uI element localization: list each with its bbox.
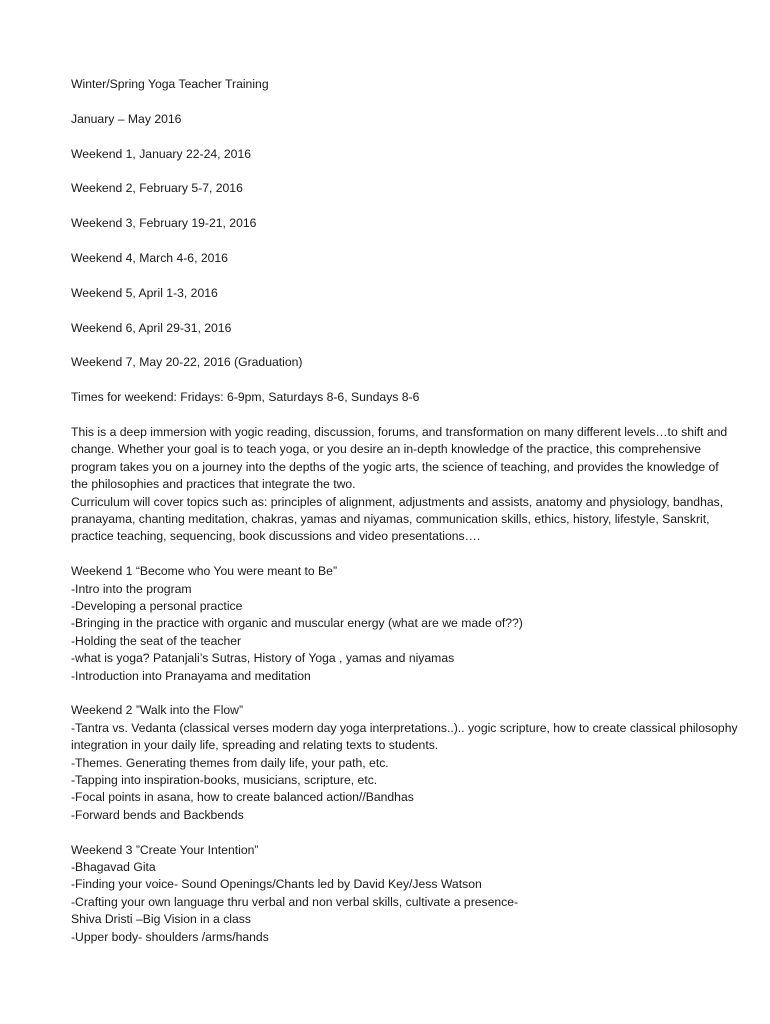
curriculum-line: practice teaching, sequencing, book discussions and video presentations….	[71, 529, 481, 544]
section-heading: Weekend 1 “Become who You were meant to Be”	[71, 564, 338, 579]
curriculum-line: Curriculum will cover topics such as: principles of alignment, adjustments and assists, anatomy and physiology, bandhas,	[71, 494, 724, 509]
intro-line: This is a deep immersion with yogic reading, discussion, forums, and transformation on many different levels…to shift and	[71, 424, 728, 439]
list-item: -Forward bends and Backbends	[71, 807, 244, 822]
list-item: -Upper body- shoulders /arms/hands	[71, 929, 269, 944]
list-item: integration in your daily life, spreading and relating texts to students.	[71, 738, 439, 753]
weekend-date-7: Weekend 7, May 20-22, 2016 (Graduation)	[71, 355, 303, 370]
list-item: -Developing a personal practice	[71, 599, 243, 614]
curriculum-line: pranayama, chanting meditation, chakras, yamas and niyamas, communication skills, ethics, history, lifestyle, Sanskrit,	[71, 512, 710, 526]
weekend-date-1: Weekend 1, January 22-24, 2016	[71, 146, 252, 161]
section-heading: Weekend 3 ”Create Your Intention”	[71, 842, 259, 857]
list-item: -Themes. Generating themes from daily life, your path, etc.	[71, 755, 389, 770]
list-item: -Introduction into Pranayama and meditation	[71, 668, 311, 683]
intro-line: change. Whether your goal is to teach yoga, or you desire an in-depth knowledge of the practice, this comprehensive	[71, 442, 702, 457]
weekend-3-section	[71, 842, 711, 946]
list-item: -Bringing in the practice with organic and muscular energy (what are we made of??)	[71, 616, 523, 631]
program-dates: January – May 2016	[71, 111, 182, 126]
weekend-times: Times for weekend: Fridays: 6-9pm, Saturdays 8-6, Sundays 8-6	[71, 390, 420, 405]
document-title: Winter/Spring Yoga Teacher Training	[71, 77, 269, 91]
list-item: -Intro into the program	[71, 581, 192, 596]
weekend-date-2: Weekend 2, February 5-7, 2016	[71, 181, 243, 196]
intro-line: program takes you on a journey into the depths of the yogic arts, the science of teaching, and provides the knowledge of	[71, 459, 719, 474]
list-item: -Focal points in asana, how to create balanced action//Bandhas	[71, 790, 414, 805]
list-item: -Tantra vs. Vedanta (classical verses modern day yoga interpretations..).. yogic scripture, how to create classical philosophy	[71, 720, 738, 735]
weekend-date-6: Weekend 6, April 29-31, 2016	[71, 320, 232, 335]
list-item: -what is yoga? Patanjali’s Sutras, History of Yoga , yamas and niyamas	[71, 651, 455, 666]
weekend-date-4: Weekend 4, March 4-6, 2016	[71, 250, 228, 265]
list-item: -Crafting your own language thru verbal and non verbal skills, cultivate a presence-	[71, 894, 519, 909]
intro-paragraph	[71, 424, 728, 546]
list-item: -Bhagavad Gita	[71, 860, 156, 875]
list-item: -Finding your voice- Sound Openings/Chants led by David Key/Jess Watson	[71, 877, 482, 892]
list-item: -Holding the seat of the teacher	[71, 633, 242, 648]
intro-line: the philosophies and practices that integrate the two.	[71, 477, 356, 492]
weekend-1-section	[71, 563, 711, 685]
list-item: Shiva Dristi –Big Vision in a class	[71, 912, 251, 927]
weekend-date-5: Weekend 5, April 1-3, 2016	[71, 285, 218, 300]
weekend-date-3: Weekend 3, February 19-21, 2016	[71, 216, 257, 231]
section-heading: Weekend 2 ”Walk into the Flow”	[71, 703, 244, 718]
list-item: -Tapping into inspiration-books, musicians, scripture, etc.	[71, 773, 378, 788]
weekend-2-section	[71, 702, 738, 824]
document-page	[71, 76, 738, 946]
